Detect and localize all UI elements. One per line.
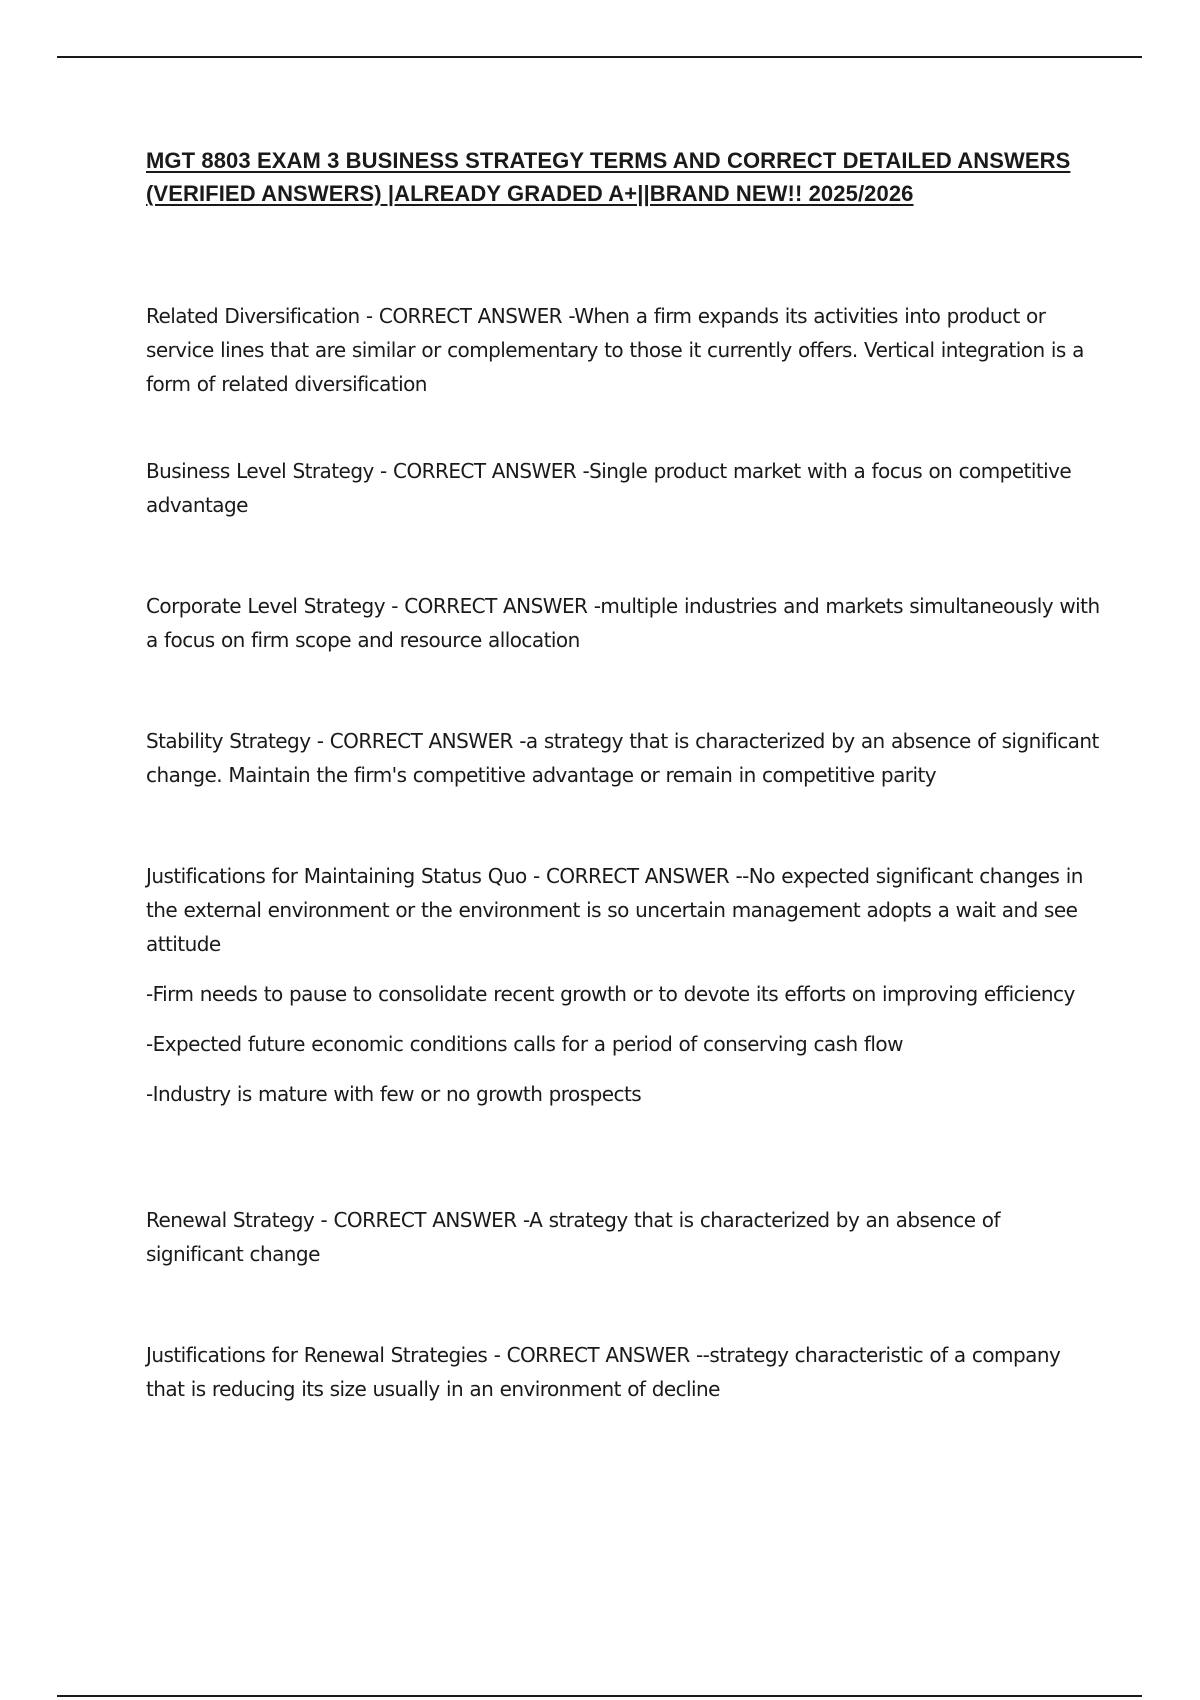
entry-status-quo-text: Justifications for Maintaining Status Quo - CORRECT ANSWER --No expected significant changes in the external environment or the environment is so uncertain management adopts a wait and see attitude [146, 864, 1083, 956]
entry-status-quo-subitem: -Expected future economic conditions calls for a period of conserving cash flow [146, 1032, 903, 1056]
top-divider [57, 56, 1142, 58]
entry-stability-strategy: Stability Strategy - CORRECT ANSWER -a strategy that is characterized by an absence of significant change. Maintain the firm's competitive advantage or remain in competitive parity [146, 729, 1099, 787]
entry-status-quo-subitem: -Firm needs to pause to consolidate recent growth or to devote its efforts on improving efficiency [146, 982, 1075, 1006]
entry-renewal-strategy: Renewal Strategy - CORRECT ANSWER -A strategy that is characterized by an absence of significant change [146, 1208, 1000, 1266]
entry-renewal-justifications: Justifications for Renewal Strategies - CORRECT ANSWER --strategy characteristic of a company that is reducing its size usually in an environment of decline [146, 1343, 1061, 1401]
document-body [146, 145, 1101, 1401]
entry-corporate-level-strategy: Corporate Level Strategy - CORRECT ANSWER -multiple industries and markets simultaneously with a focus on firm scope and resource allocation [146, 594, 1100, 652]
entry-business-level-strategy: Business Level Strategy - CORRECT ANSWER -Single product market with a focus on competitive advantage [146, 459, 1072, 517]
entry-status-quo-subitem: -Industry is mature with few or no growth prospects [146, 1082, 642, 1106]
document-title: MGT 8803 EXAM 3 BUSINESS STRATEGY TERMS AND CORRECT DETAILED ANSWERS (VERIFIED ANSWERS) |ALREADY GRADED A+||BRAND NEW!! 2025/2026 [146, 148, 1071, 206]
entry-status-quo-justifications [146, 859, 1101, 1111]
entry-related-diversification: Related Diversification - CORRECT ANSWER -When a firm expands its activities into product or service lines that are similar or complementary to those it currently offers. Vertical integration is a form of related diversification [146, 304, 1084, 396]
bottom-divider [57, 1695, 1142, 1697]
